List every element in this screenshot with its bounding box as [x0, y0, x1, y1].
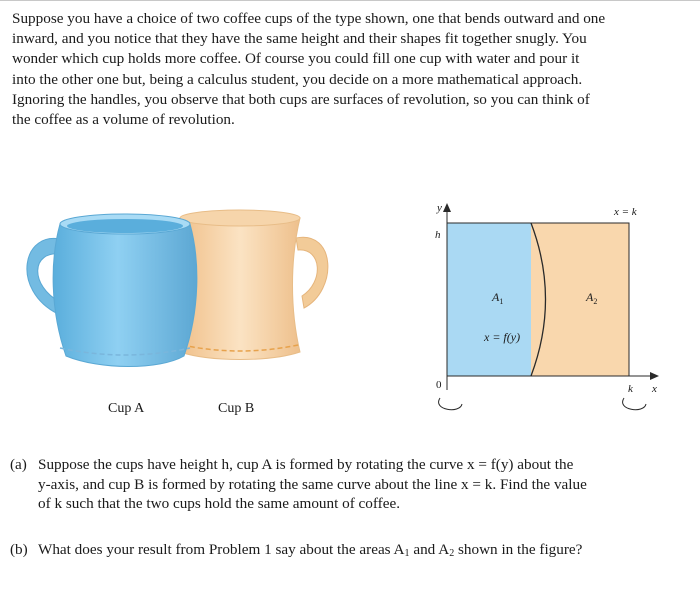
figure: [0, 190, 700, 425]
intro-line: inward, and you notice that they have the same height and their shapes fit together snugly. You: [12, 30, 587, 48]
question-b-sub2: 2: [449, 548, 455, 559]
cup-b-rim: [180, 210, 300, 226]
region-a1-label: $A_1$: [492, 290, 504, 306]
question-b-sub1: 1: [404, 548, 410, 559]
x-axis-label: x: [652, 383, 657, 395]
line-x-equals-k-label: x = k: [614, 206, 637, 218]
top-border: [0, 0, 700, 1]
area-diagram: [435, 202, 659, 410]
question-a-line: y-axis, and cup B is formed by rotating the same curve about the line x = k. Find the value: [38, 475, 587, 493]
cup-a-illustration: [27, 214, 197, 367]
question-b-text: and A: [409, 541, 450, 558]
intro-line: the coffee as a volume of revolution.: [12, 111, 235, 129]
intro-paragraph: [12, 9, 700, 130]
intro-line: wonder which cup holds more coffee. Of course you could fill one cup with water and pour it: [12, 50, 580, 68]
question-a-line: Suppose the cups have height h, cup A is formed by rotating the curve x = f(y) about the: [38, 456, 574, 473]
intro-line: Ignoring the handles, you observe that both cups are surfaces of revolution, so you can think of: [12, 90, 590, 108]
cup-b-illustration: [180, 210, 328, 360]
region-a1: [447, 223, 531, 376]
x-axis-arrow: [650, 372, 659, 380]
h-label: h: [435, 229, 441, 241]
y-axis-arrow: [443, 203, 451, 212]
region-a2-label: $A_2$: [586, 290, 598, 306]
cup-a-label: Cup A: [108, 401, 145, 416]
rotation-arrow-left-icon: [439, 398, 462, 410]
cup-b-body: [180, 218, 300, 360]
y-axis-label: y: [437, 202, 442, 214]
cup-a-body: [53, 224, 197, 367]
intro-line: Suppose you have a choice of two coffee cups of the type shown, one that bends outward and one: [12, 10, 606, 27]
question-a-label: (a): [10, 456, 27, 473]
cup-b-handle: [296, 237, 328, 308]
curve-label: x = f(y): [484, 330, 521, 344]
intro-line: into the other one but, being a calculus student, you decide on a more mathematical approach.: [12, 70, 583, 88]
origin-label: 0: [436, 379, 442, 391]
k-label: k: [628, 383, 633, 395]
question-b: [10, 540, 692, 564]
question-a: [10, 455, 692, 514]
question-b-label: (b): [10, 541, 28, 558]
cup-a-inner: [67, 219, 183, 233]
question-a-line: of k such that the two cups hold the same amount of coffee.: [38, 495, 401, 512]
cup-b-label: Cup B: [218, 401, 255, 416]
question-b-text: What does your result from Problem 1 say about the areas A: [38, 541, 405, 558]
question-b-text: shown in the figure?: [454, 541, 583, 558]
rotation-arrow-right-icon: [623, 398, 646, 410]
